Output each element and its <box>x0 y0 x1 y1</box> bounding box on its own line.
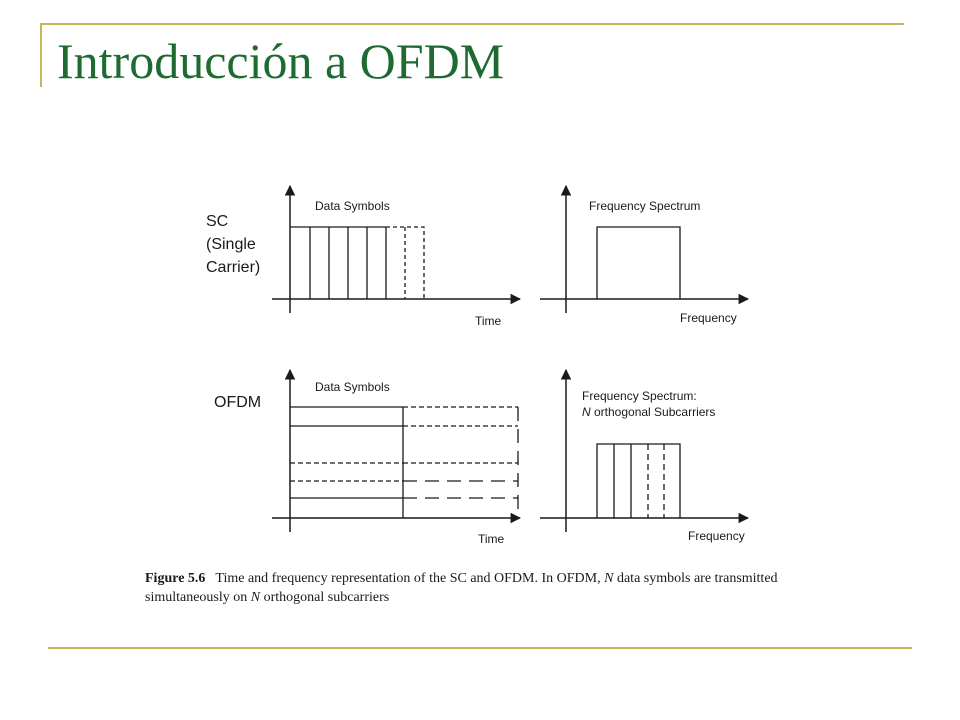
ofdm-freq-title-n: N <box>582 405 591 419</box>
figure-number: Figure 5.6 <box>145 571 206 586</box>
sc-label-line: SC <box>206 213 229 230</box>
ofdm-time-panel <box>272 370 520 532</box>
ofdm-freq-title <box>582 389 715 419</box>
sc-freq-title: Frequency Spectrum <box>589 199 701 213</box>
ofdm-time-axis-label: Time <box>478 532 505 546</box>
ofdm-freq-title-line1: Frequency Spectrum: <box>582 389 697 403</box>
sc-label-line: (Single <box>206 236 256 253</box>
ofdm-freq-axis-label: Frequency <box>688 529 745 543</box>
sc-time-axis-label: Time <box>475 314 502 328</box>
figure-caption <box>145 569 835 607</box>
ofdm-time-title: Data Symbols <box>315 380 390 394</box>
caption-n: N <box>250 590 261 605</box>
spectrum-block <box>597 444 680 518</box>
caption-text: orthogonal subcarriers <box>260 590 390 605</box>
caption-text: Time and frequency representation of the SC and OFDM. In OFDM, <box>215 571 605 586</box>
sc-freq-axis-label: Frequency <box>680 311 737 325</box>
ofdm-freq-title-line2: orthogonal Subcarriers <box>590 405 716 419</box>
ofdm-label: OFDM <box>214 394 262 411</box>
sc-time-panel <box>272 186 520 313</box>
slide-title: Introducción a OFDM <box>57 33 505 89</box>
sc-label-line: Carrier) <box>206 259 261 276</box>
caption-n: N <box>604 571 614 586</box>
sc-label <box>206 213 260 276</box>
caption-text: data symbols are transmitted simultaneously on <box>145 571 778 605</box>
sc-time-title: Data Symbols <box>315 199 390 213</box>
spectrum-block <box>597 227 680 299</box>
